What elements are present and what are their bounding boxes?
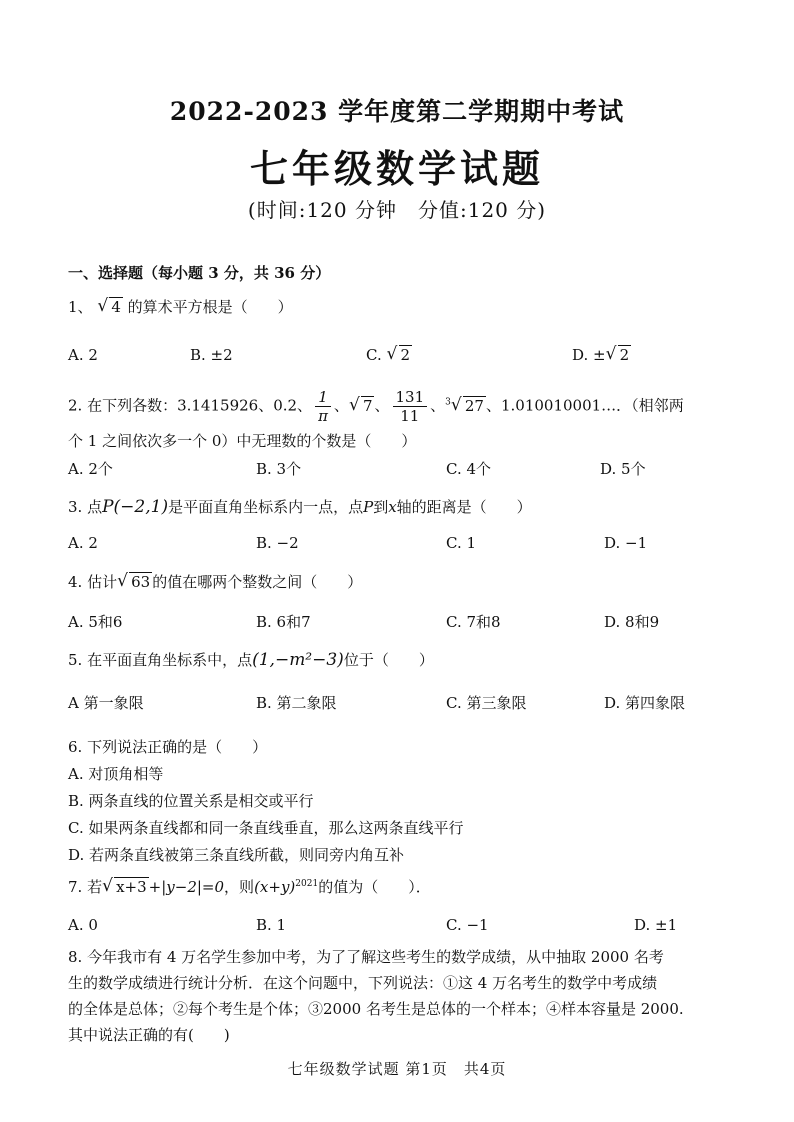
q5-option-b: B. 第二象限 (256, 694, 337, 712)
q2-fraction-1-over-pi: $\frac{1}{\pi}$ (315, 388, 331, 425)
q1-option-b: B. ±2 (190, 346, 233, 364)
q3-option-c: C. 1 (446, 534, 477, 552)
q2-option-d: D. 5个 (600, 460, 646, 478)
q6-option-b: B. 两条直线的位置关系是相交或平行 (68, 792, 314, 810)
q2-sqrt7: √ 7 (349, 397, 375, 415)
question-8: 8. 今年我市有 4 万名学生参加中考，为了了解这些考生的数学成绩，从中抽取 2000 名考 生的数学成绩进行统计分析．在这个问题中，下列说法：①这 4 万名考生的数学中考成绩 的全体是总体；②每个考生是个体；③2000 名考生是总体的一个样本；④样本容量是 2000. 其中说法正确的有( ) (68, 948, 684, 1044)
question-2: 2. 在下列各数：3.1415926、0.2、 $\frac{1}{\pi}$ 、√ 7 、 $\frac{131}{11}$ 、$^3$√ 27 、1.010010001…．（相邻两 (68, 388, 684, 425)
section-title: 一、选择题（每小题 3 分，共 36 分） (68, 264, 331, 282)
question-6: 6. 下列说法正确的是（ ） (68, 738, 268, 756)
q3-option-d: D. −1 (604, 534, 648, 552)
q2-fraction-131-11: $\frac{131}{11}$ (393, 388, 428, 425)
time-score: (时间:120 分钟 分值:120 分) (247, 198, 547, 222)
q1-option-d: D. ±√ 2 (572, 346, 631, 364)
q5-option-a: A 第一象限 (68, 694, 144, 712)
question-5: 5. 在平面直角坐标系中，点(1,−m²−3)位于（ ） (68, 650, 434, 670)
q2-cbrt27: √ 27 (451, 397, 486, 415)
q3-option-b: B. −2 (256, 534, 299, 552)
q1-option-c: C. √ 2 (366, 346, 412, 364)
q2-option-c: C. 4个 (446, 460, 492, 478)
q1-radical: √ 4 (97, 298, 123, 316)
q3-option-a: A. 2 (68, 534, 98, 552)
q5-option-d: D. 第四象限 (604, 694, 686, 712)
subject-title: 七年级数学试题 (249, 146, 544, 191)
page-footer: 七年级数学试题 第1页 共4页 (287, 1060, 507, 1078)
q4-sqrt63: √ 63 (117, 573, 152, 591)
q7-option-a: A. 0 (68, 916, 98, 934)
q6-option-a: A. 对顶角相等 (68, 765, 164, 783)
q6-option-d: D. 若两条直线被第三条直线所截，则同旁内角互补 (68, 846, 405, 864)
q1-number: 1、 (68, 298, 93, 316)
q4-option-d: D. 8和9 (604, 613, 660, 631)
q7-option-b: B. 1 (256, 916, 287, 934)
q5-option-c: C. 第三象限 (446, 694, 527, 712)
q1-option-a: A. 2 (68, 346, 98, 364)
question-1 (68, 296, 293, 317)
question-3: 3. 点P(−2,1)是平面直角坐标系内一点，点P到x轴的距离是（ ） (68, 497, 532, 517)
q4-option-a: A. 5和6 (68, 613, 123, 631)
q7-option-c: C. −1 (446, 916, 489, 934)
q4-option-b: B. 6和7 (256, 613, 311, 631)
q2-option-b: B. 3个 (256, 460, 302, 478)
exam-title: 2022-2023 学年度第二学期期中考试 (169, 97, 625, 126)
q6-option-c: C. 如果两条直线都和同一条直线垂直，那么这两条直线平行 (68, 819, 464, 837)
q1-text: 的算术平方根是（ ） (127, 298, 293, 316)
q4-option-c: C. 7和8 (446, 613, 501, 631)
q2-line-2: 个 1 之间依次多一个 0）中无理数的个数是（ ） (68, 432, 417, 450)
q7-option-d: D. ±1 (634, 916, 678, 934)
question-7: 7. 若√ x+3 +|y−2|=0，则$(x+y)^{2021}$的值为（ ）． (68, 876, 431, 897)
question-4: 4. 估计√ 63 的值在哪两个整数之间（ ） (68, 571, 362, 592)
q2-option-a: A. 2个 (68, 460, 113, 478)
